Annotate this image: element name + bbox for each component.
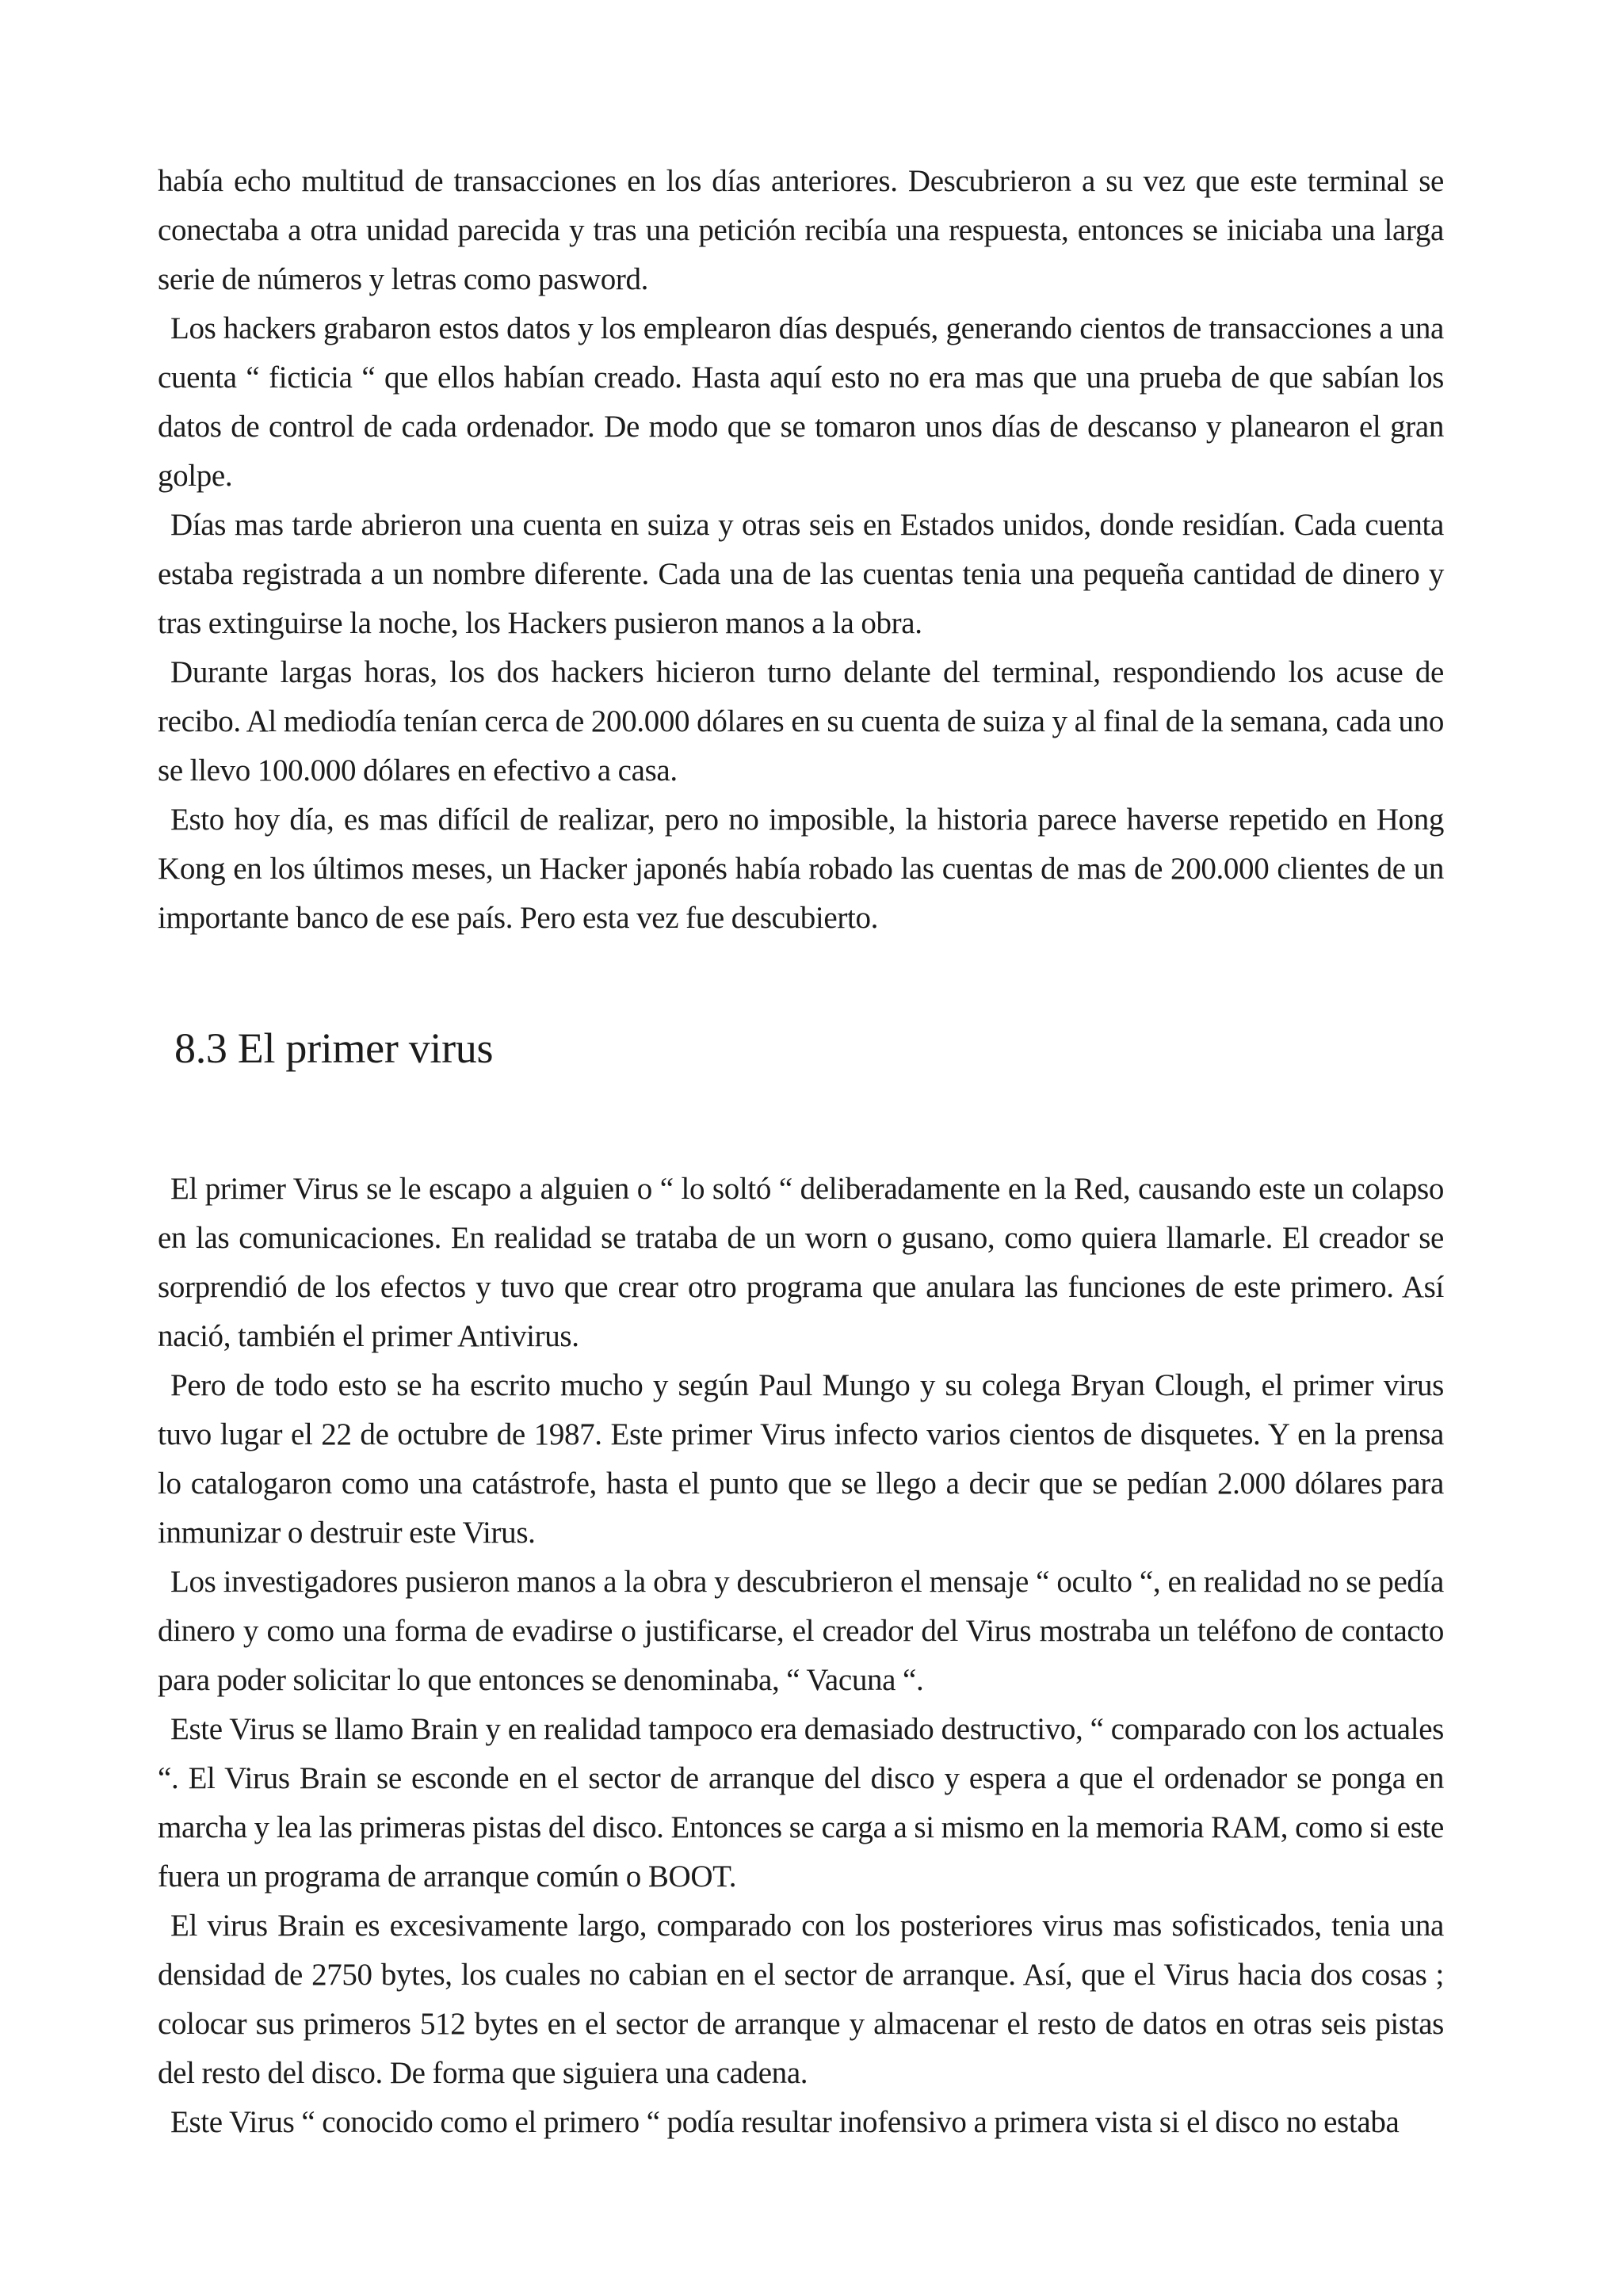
paragraph-6: El primer Virus se le escapo a alguien o “ lo soltó “ deliberadamente en la Red, causando este un colapso en las comunicaciones. En realidad se trataba de un worn o gusano, como quiera llamarle. El creador se sorprendió de los efectos y tuvo que crear otro programa que anulara las funciones de este primero. Así nació, también el primer Antivirus.	[158, 1172, 1444, 1353]
paragraph-11: Este Virus “ conocido como el primero “ podía resultar inofensivo a primera vista si el disco no estaba	[170, 2105, 1400, 2139]
paragraph-10: El virus Brain es excesivamente largo, comparado con los posteriores virus mas sofisticados, tenia una densidad de 2750 bytes, los cuales no cabian en el sector de arranque. Así, que el Virus hacia dos cosas ; colocar sus primeros 512 bytes en el sector de arranque y almacenar el resto de datos en otras seis pistas del resto del disco. De forma que siguiera una cadena.	[158, 1909, 1444, 2090]
paragraph-7: Pero de todo esto se ha escrito mucho y según Paul Mungo y su colega Bryan Clough, el primer virus tuvo lugar el 22 de octubre de 1987. Este primer Virus infecto varios cientos de disquetes. Y en la prensa lo catalogaron como una catástrofe, hasta el punto que se llego a decir que se pedían 2.000 dólares para inmunizar o destruir este Virus.	[158, 1368, 1444, 1550]
paragraph-3: Días mas tarde abrieron una cuenta en suiza y otras seis en Estados unidos, donde residían. Cada cuenta estaba registrada a un nombre diferente. Cada una de las cuentas tenia una pequeña cantidad de dinero y tras extinguirse la noche, los Hackers pusieron manos a la obra.	[158, 508, 1444, 640]
paragraph-4: Durante largas horas, los dos hackers hicieron turno delante del terminal, respondiendo los acuse de recibo. Al mediodía tenían cerca de 200.000 dólares en su cuenta de suiza y al final de la semana, cada uno se llevo 100.000 dólares en efectivo a casa.	[158, 655, 1444, 788]
paragraph-2: Los hackers grabaron estos datos y los emplearon días después, generando cientos de transacciones a una cuenta “ ficticia “ que ellos habían creado. Hasta aquí esto no era mas que una prueba de que sabían los datos de control de cada ordenador. De modo que se tomaron unos días de descanso y planearon el gran golpe.	[158, 311, 1444, 493]
paragraph-1: había echo multitud de transacciones en los días anteriores. Descubrieron a su vez que este terminal se conectaba a otra unidad parecida y tras una petición recibía una respuesta, entonces se iniciaba una larga serie de números y letras como pasword.	[158, 164, 1444, 296]
paragraph-5: Esto hoy día, es mas difícil de realizar, pero no imposible, la historia parece haverse repetido en Hong Kong en los últimos meses, un Hacker japonés había robado las cuentas de mas de 200.000 clientes de un importante banco de ese país. Pero esta vez fue descubierto.	[158, 803, 1444, 935]
paragraph-9: Este Virus se llamo Brain y en realidad tampoco era demasiado destructivo, “ comparado con los actuales “. El Virus Brain se esconde en el sector de arranque del disco y espera a que el ordenador se ponga en marcha y lea las primeras pistas del disco. Entonces se carga a si mismo en la memoria RAM, como si este fuera un programa de arranque común o BOOT.	[158, 1712, 1444, 1894]
paragraph-8: Los investigadores pusieron manos a la obra y descubrieron el mensaje “ oculto “, en realidad no se pedía dinero y como una forma de evadirse o justificarse, el creador del Virus mostraba un teléfono de contacto para poder solicitar lo que entonces se denominaba, “ Vacuna “.	[158, 1565, 1444, 1697]
section-text-upper	[158, 157, 1444, 943]
section-heading: 8.3 El primer virus	[174, 1024, 494, 1072]
section-text-lower	[158, 1165, 1444, 2147]
